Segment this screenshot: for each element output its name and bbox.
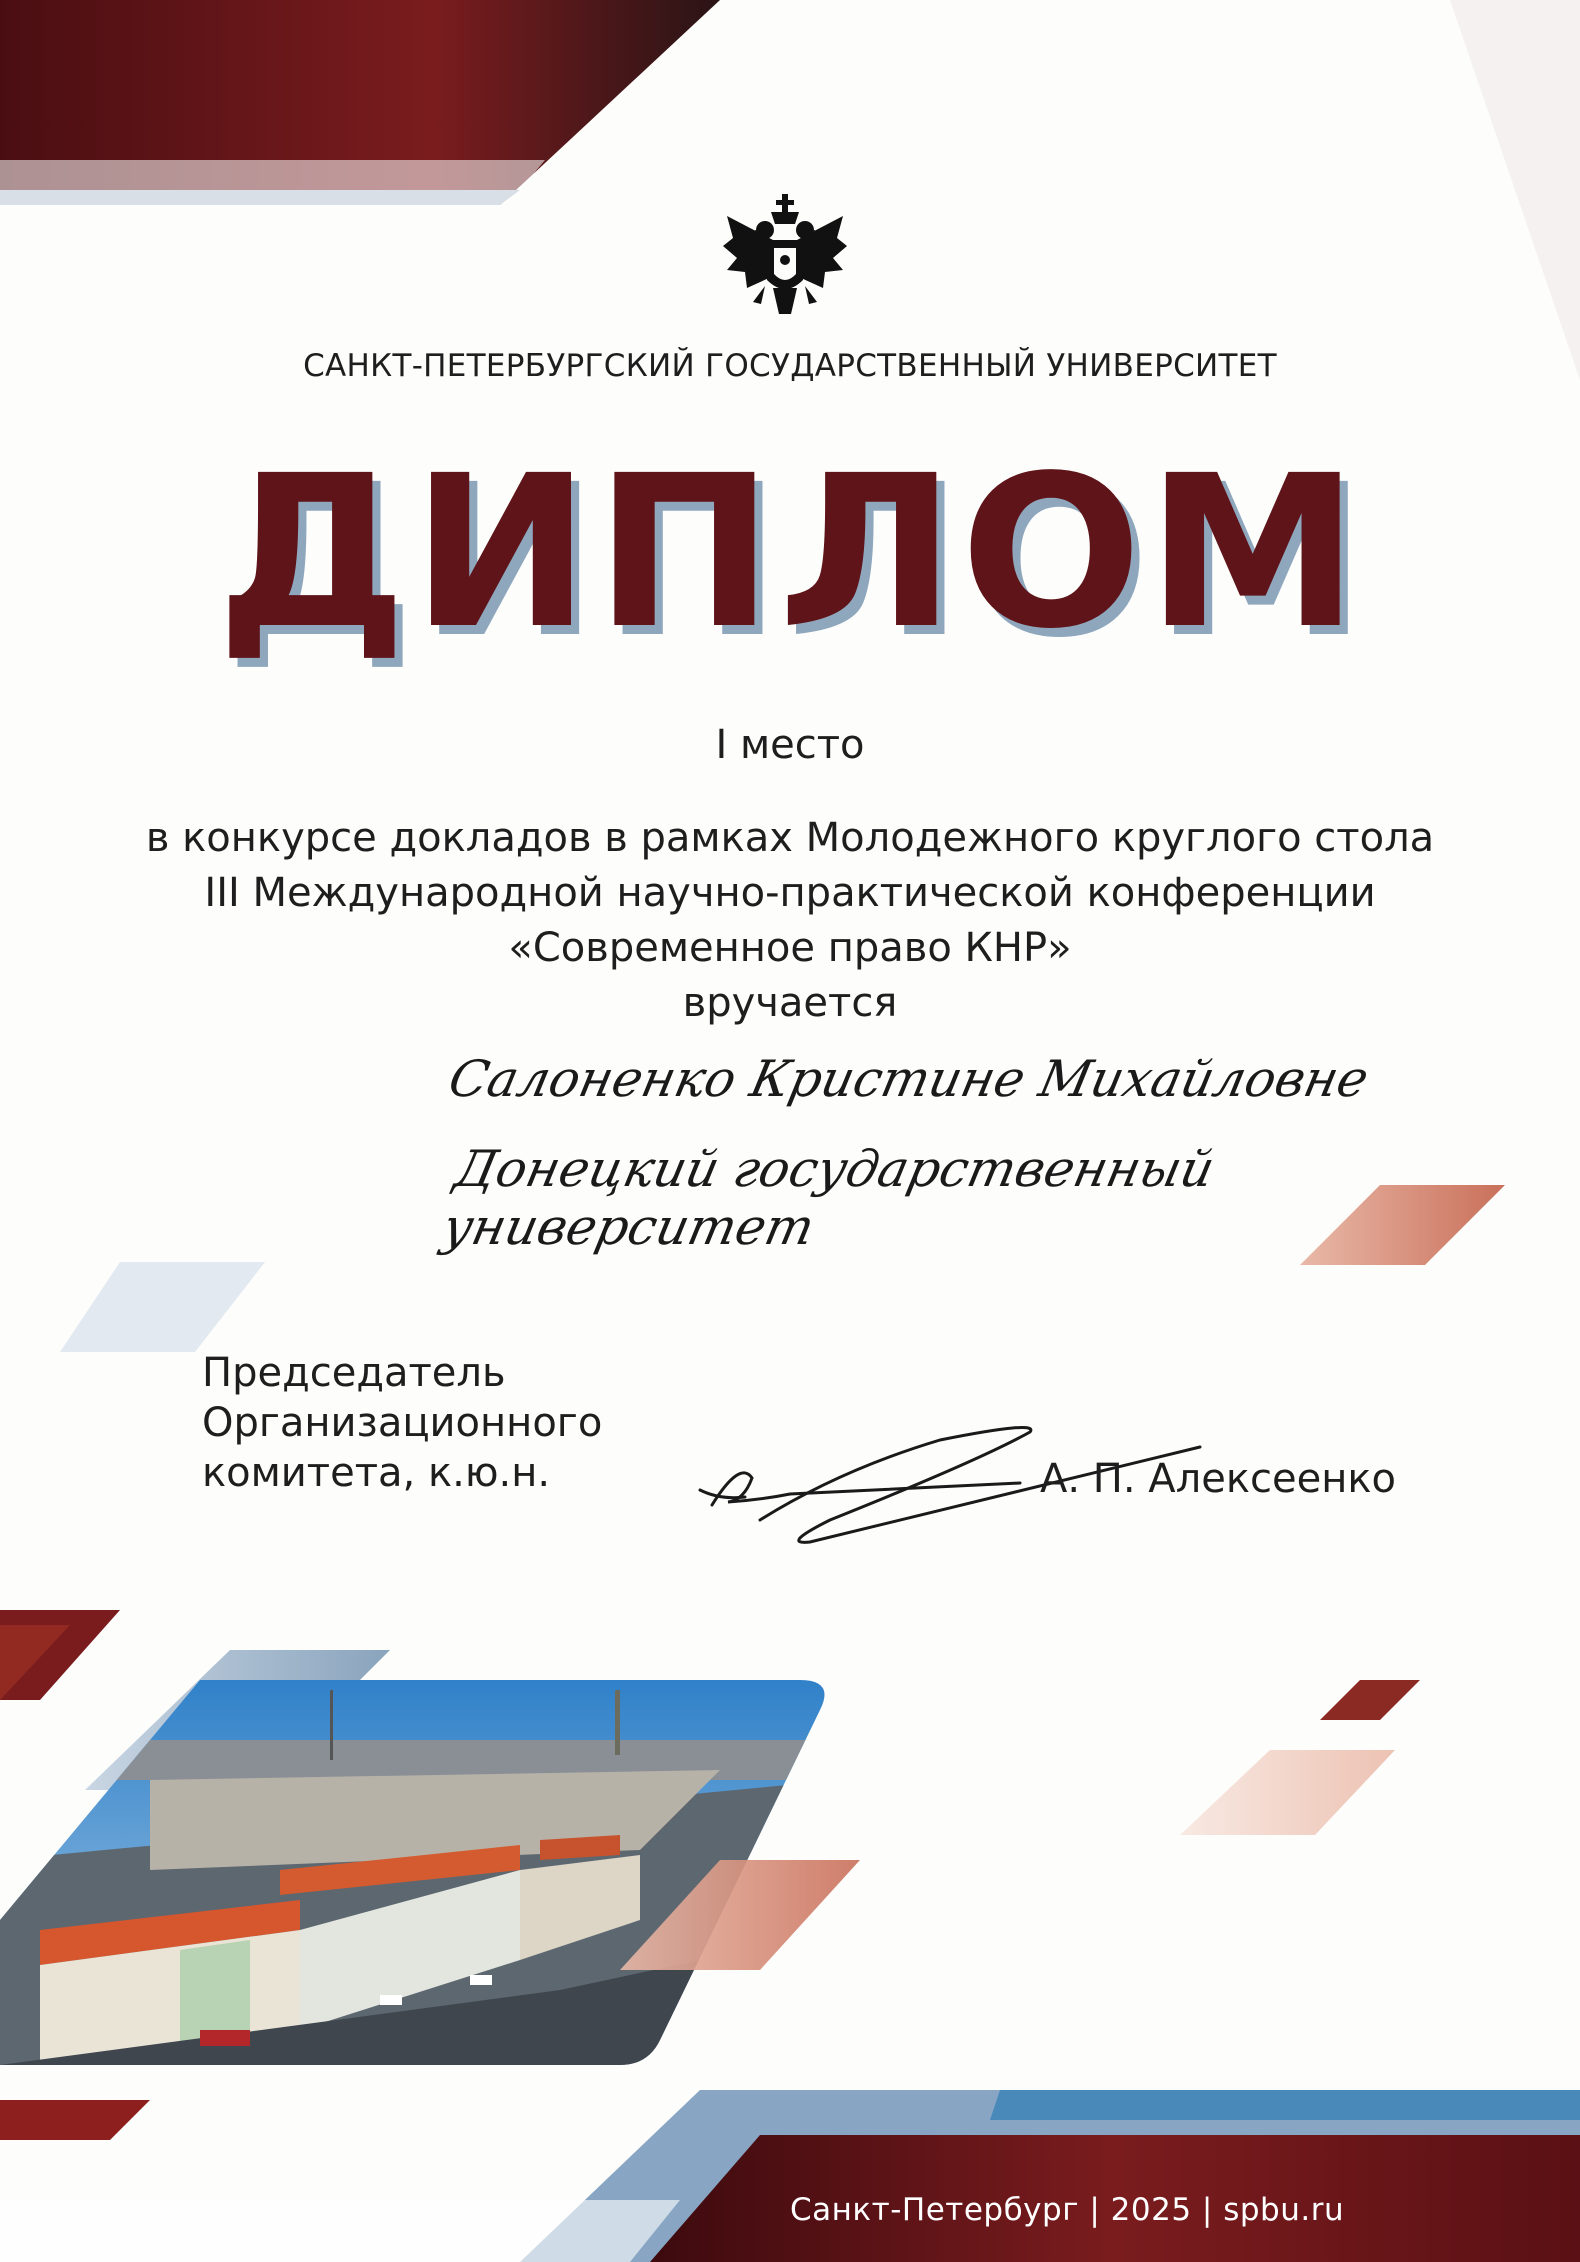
signatory-name: А. П. Алексеенко [1040, 1456, 1396, 1502]
signatory-title-line: Организационного [202, 1400, 603, 1446]
recipient-name: Салоненко Кристине Михайловне [443, 1050, 1374, 1108]
award-line: в конкурсе докладов в рамках Молодежного круглого стола [145, 815, 1435, 861]
award-line: вручается [682, 980, 898, 1026]
recipient-institution: Донецкий государственный университет [437, 1140, 1220, 1256]
diploma-title: ДИПЛОМ [216, 430, 1364, 675]
footer-text: Санкт-Петербург | 2025 | spbu.ru [790, 2192, 1345, 2228]
signatory-title-line: комитета, к.ю.н. [202, 1450, 551, 1496]
university-name: САНКТ-ПЕТЕРБУРГСКИЙ ГОСУДАРСТВЕННЫЙ УНИВЕРСИТЕТ [303, 348, 1277, 384]
award-line: III Международной научно-практической конференции [204, 870, 1376, 916]
award-place: I место [715, 722, 865, 768]
award-line: «Современное право КНР» [508, 925, 1072, 971]
signatory-title-line: Председатель [202, 1350, 506, 1396]
